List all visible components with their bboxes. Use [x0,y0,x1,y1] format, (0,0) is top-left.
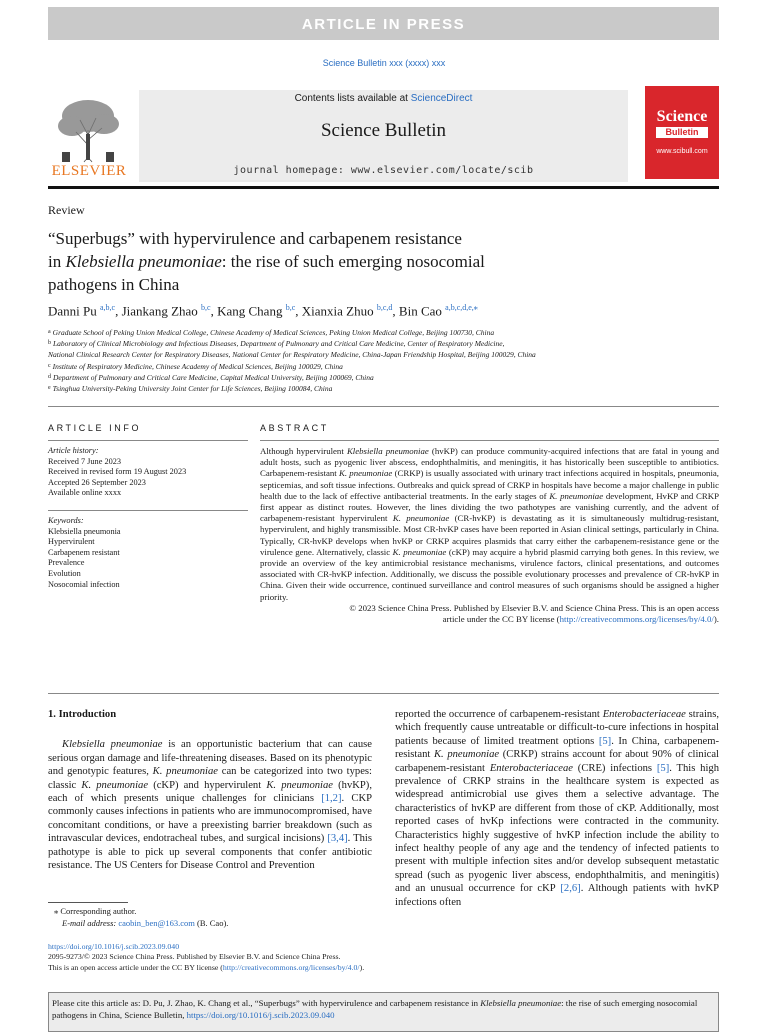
contents-line [139,93,628,104]
body-text: . In China, carbapenem-resistant [395,735,719,761]
article-type: Review [48,203,85,217]
reference-link[interactable]: [1,2] [321,793,342,805]
author-affil-sup[interactable]: b,c [285,303,296,312]
license-pre: article under the CC BY license ( [442,614,560,625]
journal-cover [645,86,719,179]
corresponding-label: ⁎ Corresponding author. [54,906,137,916]
affiliation-item [48,361,728,372]
article-info-heading: ARTICLE INFO [48,423,142,433]
journal-citation-line[interactable]: Science Bulletin xxx (xxxx) xxx [322,58,446,68]
article-title [48,227,608,296]
species-name: K. pneumoniae [433,749,500,761]
author-affil-sup[interactable]: a,b,c [100,303,116,312]
keyword: Carbapenem resistant [48,547,120,557]
cite-post: : the rise of such emerging nosocomial pathogens in China, Science Bulletin, [52,998,698,1020]
license-post: ). [713,614,719,625]
license-link[interactable]: http://creativecommons.org/licenses/by/4.0/ [559,614,714,625]
affiliation-key: d [48,373,51,380]
sciencedirect-link[interactable]: ScienceDirect [410,93,473,104]
author-affil-sup[interactable]: b,c [201,303,211,312]
oa-license-link[interactable]: http://creativecommons.org/licenses/by/4.0/ [222,962,360,972]
abstract-species: K. pneumoniae [392,513,450,524]
keywords-label: Keywords: [48,515,84,525]
title-line-3: pathogens in China [48,275,180,294]
header-rule [48,186,719,189]
keyword: Nosocomial infection [48,579,120,589]
keywords-rule [48,510,248,511]
author-affil-sup[interactable]: a,b,c,d,e,⁎ [445,303,478,312]
oa-pre: This is an open access article under the CC BY license ( [48,962,223,972]
affiliations [48,327,728,394]
article-info [48,446,248,590]
author: Jiankang Zhao [121,303,198,319]
cover-word-science: Science [656,108,708,125]
title-line-1: “Superbugs” with hypervirulence and carbapenem resistance [48,229,462,248]
author-sep: , [210,303,218,319]
reference-link[interactable]: [2,6] [560,883,581,895]
species-name: Enterobacteriaceae [602,709,686,720]
author-sep: , [295,303,302,319]
journal-homepage[interactable]: journal homepage: www.elsevier.com/locate/scib [233,165,534,176]
oa-post: ). [359,962,365,972]
journal-title: Science Bulletin [320,120,447,141]
open-access-line [48,963,728,973]
author-sep: , [115,303,122,319]
history-item: Accepted 26 September 2023 [48,477,146,487]
body-rule [48,693,719,694]
affiliation-item [48,349,728,360]
affiliation-text: Department of Pulmonary and Critical Care Medicine, Capital Medical University, Beijing 100069, China [53,372,374,382]
author: Danni Pu [48,303,97,319]
cover-url: www.scibull.com [656,148,708,155]
affiliation-text: Institute of Respiratory Medicine, Chinese Academy of Medical Sciences, Beijing 100029, China [52,361,343,371]
footnote-rule [48,902,128,903]
body-text: is an opportunistic bacterium that can cause serious organ damage and life-threatening diseases. Based on its phenotypic and genotypic features, [48,739,372,778]
abstract-species: K. pneumoniae [549,490,604,501]
abstract-text: development, HvKP and CRKP first appear as distinct routes. However, the lines dividing the two pathotypes are vanishing currently, and the advent of carbapenem-resistant hypervirulent [260,490,719,524]
cite-species: Klebsiella pneumoniae [480,998,562,1008]
affiliation-key: a [48,329,51,335]
body-text: . This pathotype is able to pick up several components that confer antibiotic resistance. The US Centers for Disease Control and Prevention [48,833,372,872]
abstract-species: Klebsiella pneumoniae [346,446,429,456]
intro-column-1 [48,708,372,872]
body-text: strains, which frequently cause untreatable or difficult-to-cure infections in hospital patients because of limited treatment options [395,709,719,747]
email-post: (B. Cao). [194,917,229,928]
keyword: Prevalence [48,558,85,568]
intro-column-2 [395,708,719,909]
body-text: can be categorized into two types: classic [48,766,372,791]
body-text: . Although patients with hvKP infections often [395,883,719,908]
species-name: Enterobacteriaceae [489,762,573,774]
affiliation-text: Graduate School of Peking Union Medical College, Chinese Academy of Medical Sciences, Peking Union Medical College, Beijing 100730, China [52,328,495,337]
body-text: . CKP commonly causes infections in patients who are immunocompromised, have concomitant conditions, or have a preexisting barrier breakdown (such as intravascular devices, endotracheal tubes, and surgical incisions) [48,793,373,845]
affiliations-rule [48,406,719,407]
cite-this-article-box [48,992,719,1032]
abstract-text: (CR-hvKP) is devastating as it is simultaneously multidrug-resistant, hypervirulent, and highly transmissible. Most CR-hvKP cases have been reported in Asian clinical settings, particularly in China. Typically, CR-hvKP develops when hvKP or CRKP acquires plasmids that carry either the carbapenem-resistance gene or the virulence gene. Alternatively, classic [260,513,720,557]
species-name: K. pneumoniae [266,779,333,791]
author-sep: , [392,303,399,319]
body-text: (CRE) infections [572,762,657,774]
reference-link[interactable]: [5] [598,735,612,747]
abstract-species: K. pneumoniae [392,546,447,557]
abstract-rule [260,440,719,441]
history-item: Received in revised form 19 August 2023 [48,467,187,477]
keyword: Evolution [48,568,81,578]
author: Bin Cao [398,303,442,319]
keyword: Hypervirulent [48,537,95,547]
abstract-text: (CRKP) is usually associated with urinary tract infections acquired in hospitals, pneumonia, septicemias, and soft tissue infections. Outbreaks and quick spread of CRKP in hospitals have become a major challenge in public health due to the lack of effective antibacterial treatments. In the early stages of [260,468,720,501]
reference-link[interactable]: [3,4] [327,833,348,845]
species-name: K. pneumoniae [152,766,218,778]
affiliation-item [48,372,728,383]
title-line-2-pre: in [48,252,66,271]
abstract-copyright-2 [260,614,719,625]
affiliation-text: National Clinical Research Center for Respiratory Diseases, National Center for Respiratory Medicine, China-Japan Friendship Hospital, Beijing 100029, China [48,350,536,360]
elsevier-wordmark: ELSEVIER [51,163,127,179]
issn-line: 2095-9273/© 2023 Science China Press. Published by Elsevier B.V. and Science China Press. [48,952,341,962]
cover-word-bulletin: Bulletin [656,127,708,138]
intro-heading: 1. Introduction [48,709,117,720]
email-link[interactable]: caobin_ben@163.com [118,917,195,928]
abstract-text: (cKP) may acquire a hybrid plasmid carrying both genes. In this review, we provide an overview of the key antimicrobial resistance mechanisms, virulence factors, clinical presentations, and outcomes associated with CR-hvKP infection. Additionally, we discuss the possible evolutionary processes and prevalence of CR-hvKP in China. Given their wide occurrence, continued surveillance and control measures of such organisms should be assigned a higher priority. [260,546,720,602]
abstract-body [260,446,719,625]
species-name: Klebsiella pneumoniae [62,739,163,751]
affiliation-item [48,338,728,349]
affiliation-key: b [48,340,51,347]
author-list [48,303,478,319]
affiliation-text: Tsinghua University-Peking University Joint Center for Life Sciences, Beijing 100084, China [52,384,333,394]
email-label: E-mail address: [62,917,119,928]
history-label: Article history: [48,446,99,455]
species-name: K. pneumoniae [81,779,149,791]
author: Xianxia Zhuo [301,303,374,319]
affiliation-key: e [48,385,51,392]
title-species: Klebsiella pneumoniae [65,252,222,271]
intro-paragraph-2 [395,708,719,909]
email-line [48,918,372,930]
keyword: Klebsiella pneumonia [48,526,121,536]
corresponding-footnote [48,906,372,929]
cite-pre: Please cite this article as: D. Pu, J. Zhao, K. Chang et al., “Superbugs” with hypervirulence and carbapenem resistance in [52,998,481,1008]
article-meta-footer [48,942,728,973]
title-line-2-post: : the rise of such emerging nosocomial [221,252,485,271]
article-in-press-banner: ARTICLE IN PRESS [48,7,719,40]
affiliation-item [48,383,728,394]
author: Kang Chang [217,303,283,319]
intro-paragraph-1 [48,738,372,872]
cite-doi-link[interactable]: https://doi.org/10.1016/j.scib.2023.09.040 [186,1010,335,1020]
body-text: (cKP) and hypervirulent [148,779,267,791]
body-text: . This high prevalence of CRKP strains in the healthcare system is expected as widespread antimicrobial use gives them a selective advantage. The characteristics of hvKP are different from those of cKP. Additionally, most reported cases of hvKp infections were contracted in the community. Characteristics highly suggestive of hvKP infection include the ability to infect healthy people of any age and the tendency of infected patients to present with multiple infection sites and/or develop subsequent metastatic spread (such as pyogenic liver abscess, endophthalmitis, and meningitis) and an unusual occurrence for cKP [395,762,719,895]
author-affil-sup[interactable]: b,c,d [376,303,393,312]
body-text: (CRKP) strains account for about 90% of clinical carbapenem-resistant [395,749,719,774]
abstract-copyright-1: © 2023 Science China Press. Published by Elsevier B.V. and Science China Press. This is an open access [349,602,719,613]
article-info-rule [48,440,248,441]
contents-prefix: Contents lists available at [294,93,411,104]
reference-link[interactable]: [5] [656,762,670,774]
body-text: reported the occurrence of carbapenem-resistant [395,709,603,720]
abstract-heading: ABSTRACT [260,423,329,433]
abstract-species: K. pneumoniae [338,468,393,479]
affiliation-text: Laboratory of Clinical Microbiology and Infectious Diseases, Department of Pulmonary and Critical Care Medicine, Center of Respiratory Medicine, [53,339,505,349]
affiliation-item [48,327,728,338]
history-item: Received 7 June 2023 [48,456,122,466]
abstract-text: Although hypervirulent [260,446,347,456]
abstract-text: (hvKP) can produce community-acquired infections that are fatal in young and adult hosts, such as pyogenic liver abscess, endophthalmitis, and meningitis, it has historically been susceptible to antibiotics. Carbapenem-resistant [260,446,719,479]
doi-link[interactable]: https://doi.org/10.1016/j.scib.2023.09.040 [48,942,180,951]
affiliation-key: c [48,362,51,369]
history-item: Available online xxxx [48,488,122,498]
body-text: (hvKP), each of which presents unique challenges for clinicians [48,779,372,805]
